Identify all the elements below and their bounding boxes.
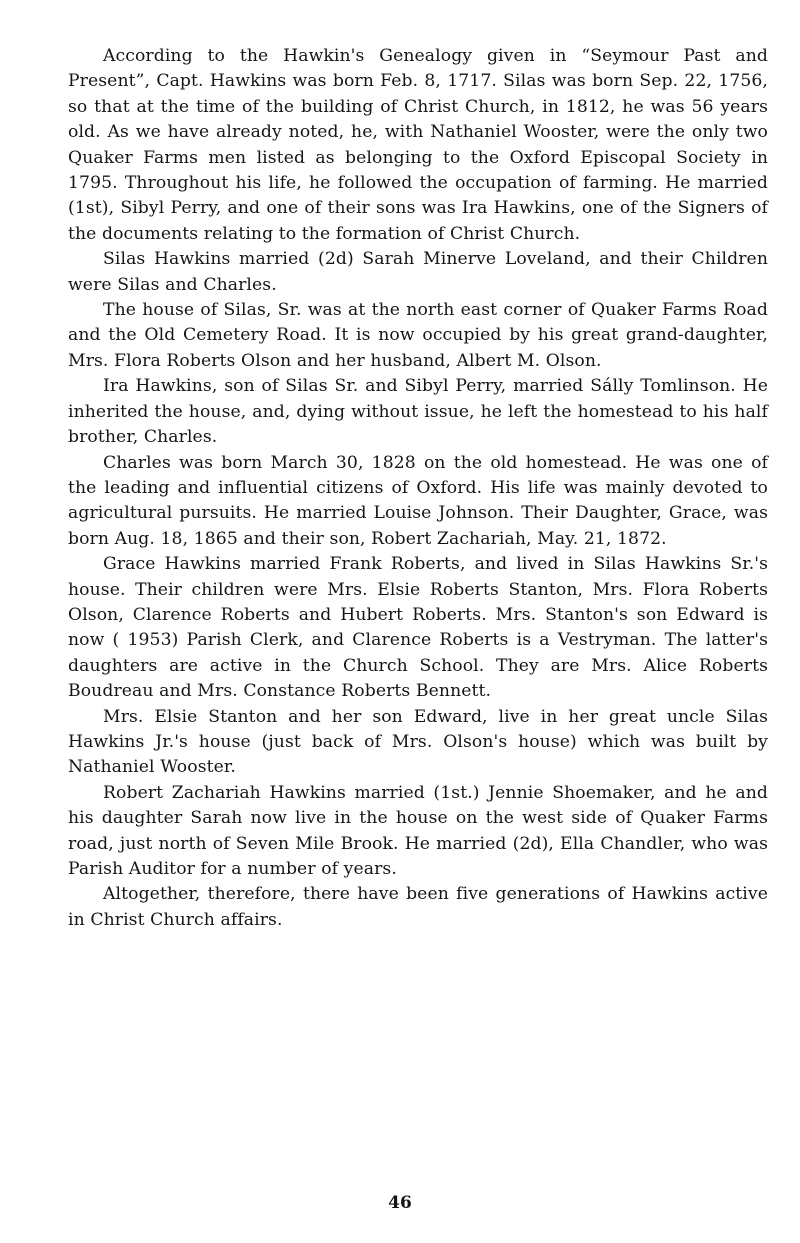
paragraph-five-generations: Altogether, therefore, there have been five generations of Hawkins active in Christ Church affairs.	[68, 884, 768, 930]
paragraph-house-of-silas: The house of Silas, Sr. was at the north east corner of Quaker Farms Road and the Old Cemetery Road. It is now occupied by his great grand-daughter, Mrs. Flora Roberts Olson and her husband, Albert M. Olson.	[68, 300, 768, 371]
paragraph-ira-hawkins: Ira Hawkins, son of Silas Sr. and Sibyl Perry, married Sálly Tomlinson. He inherited the house, and, dying without issue, he left the homestead to his half brother, Charles.	[68, 376, 768, 448]
paragraph-second-marriage: Silas Hawkins married (2d) Sarah Minerve Loveland, and their Children were Silas and Charles.	[68, 249, 768, 295]
page-number: 46	[388, 1193, 412, 1213]
paragraph-genealogy: According to the Hawkin's Genealogy given in “Seymour Past and Present”, Capt. Hawkins was born Feb. 8, 1717. Silas was born Sep. 22, 1756, so that at the time of the building of Christ Church, in 1812, he was 56 years old. As we have already noted, he, with Nathaniel Wooster, were the only two Quaker Farms men listed as belonging to the Oxford Episcopal Society in 1795. Throughout his life, he followed the occupation of farming. He married (1st), Sibyl Perry, and one of their sons was Ira Hawkins, one of the Signers of the documents relating to the formation of Christ Church.	[68, 46, 768, 244]
body-text	[68, 44, 768, 933]
paragraph-charles: Charles was born March 30, 1828 on the old homestead. He was one of the leading and influential citizens of Oxford. His life was mainly devoted to agricultural pursuits. He married Louise Johnson. Their Daughter, Grace, was born Aug. 18, 1865 and their son, Robert Zachariah, May. 21, 1872.	[68, 452, 768, 549]
paragraph-grace-hawkins: Grace Hawkins married Frank Roberts, and lived in Silas Hawkins Sr.'s house. Their children were Mrs. Elsie Roberts Stanton, Mrs. Flora Roberts Olson, Clarence Roberts and Hubert Roberts. Mrs. Stanton's son Edward is now ( 1953) Parish Clerk, and Clarence Roberts is a Vestryman. The latter's daughters are active in the Church School. They are Mrs. Alice Roberts Boudreau and Mrs. Constance Roberts Bennett.	[68, 554, 768, 702]
paragraph-elsie-stanton: Mrs. Elsie Stanton and her son Edward, live in her great uncle Silas Hawkins Jr.'s house (just back of Mrs. Olson's house) which was built by Nathaniel Wooster.	[68, 706, 768, 778]
paragraph-robert-zachariah: Robert Zachariah Hawkins married (1st.) Jennie Shoemaker, and he and his daughter Sarah now live in the house on the west side of Quaker Farms road, just north of Seven Mile Brook. He married (2d), Ella Chandler, who was Parish Auditor for a number of years.	[68, 782, 768, 879]
